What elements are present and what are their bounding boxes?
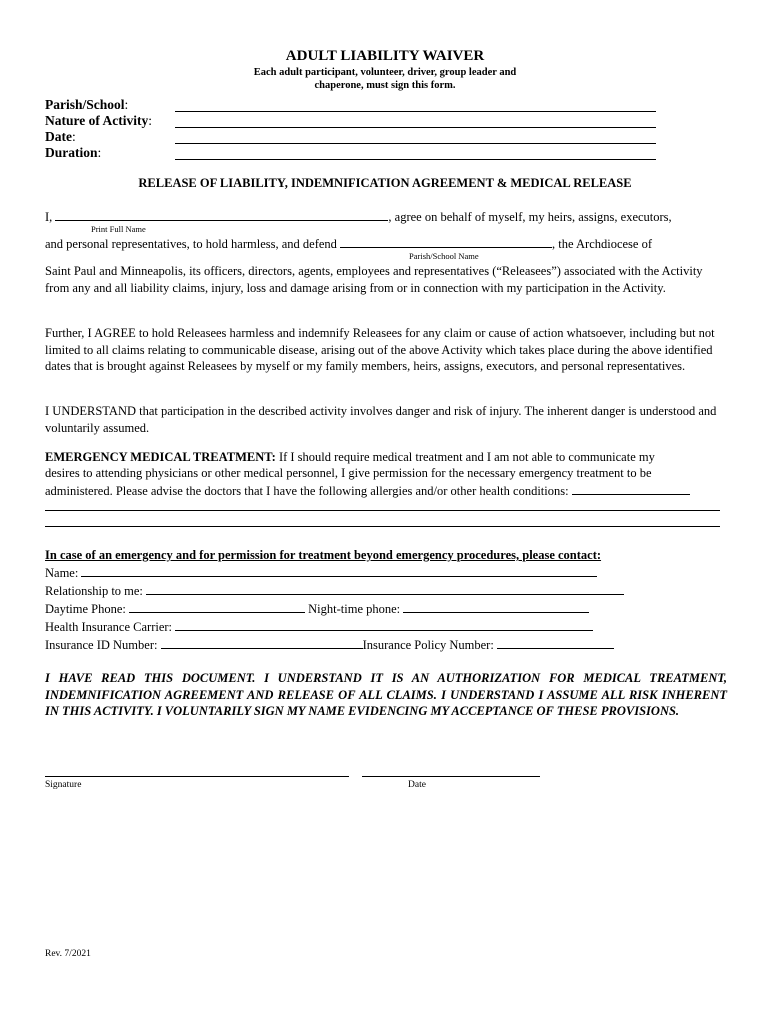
relationship-field[interactable] [146, 582, 624, 595]
contact-name-row: Name: [45, 564, 597, 581]
phone-row: Daytime Phone: Night-time phone: [45, 600, 589, 617]
parish-school-field[interactable] [175, 111, 656, 112]
allergies-line-2[interactable] [45, 510, 720, 511]
agree-text: , agree on behalf of myself, my heirs, assigns, executors, [388, 210, 672, 224]
insurance-id-row: Insurance ID Number: Insurance Policy Number: [45, 636, 614, 653]
duration-label: Duration: [45, 145, 102, 160]
emergency-label: EMERGENCY MEDICAL TREATMENT: [45, 450, 276, 464]
section-title: RELEASE OF LIABILITY, INDEMNIFICATION AGREEMENT & MEDICAL RELEASE [138, 176, 632, 190]
release-paragraph-3: I UNDERSTAND that participation in the described activity involves danger and risk of injury. The inherent danger is understood and voluntarily assumed. [45, 404, 717, 435]
reps-text: and personal representatives, to hold harmless, and defend [45, 237, 337, 251]
date-caption: Date [408, 780, 426, 790]
insurance-carrier-row: Health Insurance Carrier: [45, 618, 593, 635]
release-line-1 [45, 208, 672, 225]
nature-of-activity-label: Nature of Activity: [45, 113, 152, 128]
revision-label: Rev. 7/2021 [45, 949, 91, 959]
subtitle-line-1: Each adult participant, volunteer, driver, group leader and [253, 67, 517, 78]
parish-school-label: Parish/School: [45, 97, 129, 112]
date-label: Date: [45, 129, 76, 144]
emergency-line-3: administered. Please advise the doctors that I have the following allergies and/or other health conditions: [45, 482, 690, 499]
full-name-field[interactable] [55, 208, 388, 221]
relationship-row: Relationship to me: [45, 582, 624, 599]
insurance-id-field[interactable] [161, 636, 363, 649]
acceptance-statement: I HAVE READ THIS DOCUMENT. I UNDERSTAND IT IS AN AUTHORIZATION FOR MEDICAL TREATMENT, INDEMNIFICATION AGREEMENT AND RELEASE OF ALL CLAIMS. I UNDERSTAND I ASSUME ALL RISK INHERENT IN THIS ACTIVITY. I VOLUNTARILY SIGN MY NAME EVIDENCING MY ACCEPTANCE OF THESE PROVISIONS. [45, 671, 727, 718]
date-field[interactable] [175, 143, 656, 144]
parish-school-name-field[interactable] [340, 235, 552, 248]
parish-school-name-caption: Parish/School Name [409, 251, 479, 261]
signature-field[interactable] [45, 776, 349, 777]
subtitle-line-2: chaperone, must sign this form. [314, 80, 456, 91]
emergency-line-2: desires to attending physicians or other medical personnel, I give permission for the necessary emergency treatment to be [45, 466, 652, 480]
contact-name-field[interactable] [81, 564, 597, 577]
page-title: ADULT LIABILITY WAIVER [285, 48, 485, 64]
signature-date-field[interactable] [362, 776, 540, 777]
emergency-line-1: EMERGENCY MEDICAL TREATMENT: If I should require medical treatment and I am not able to communicate my [45, 450, 655, 464]
contact-heading: In case of an emergency and for permission for treatment beyond emergency procedures, please contact: [45, 548, 602, 562]
insurance-carrier-field[interactable] [175, 618, 593, 631]
signature-label: Signature [45, 780, 82, 790]
duration-field[interactable] [175, 159, 656, 160]
i-prefix: I, [45, 210, 53, 224]
nighttime-phone-field[interactable] [403, 600, 589, 613]
daytime-phone-field[interactable] [129, 600, 305, 613]
release-line-2 [45, 235, 652, 252]
policy-number-field[interactable] [497, 636, 614, 649]
page-subtitle [0, 66, 770, 92]
release-paragraph-2: Further, I AGREE to hold Releasees harmless and indemnify Releasees for any claim or cause of action whatsoever, including but not limited to all claims relating to communicable disease, arising out of the above Activity which takes place during the above identified dates that is brought against Releasees by myself or my family members, heirs, assigns, executors, and personal representatives. [45, 326, 715, 373]
print-full-name-caption: Print Full Name [91, 224, 146, 234]
allergies-line-3[interactable] [45, 526, 720, 527]
allergies-field[interactable] [572, 482, 690, 495]
release-paragraph-1: Saint Paul and Minneapolis, its officers, directors, agents, employees and representatives (“Releasees”) associated with the Activity from any and all liability claims, injury, loss and damage arising from or in connection with my participation in the Activity. [45, 264, 703, 295]
archdiocese-text: , the Archdiocese of [552, 237, 653, 251]
nature-of-activity-field[interactable] [175, 127, 656, 128]
